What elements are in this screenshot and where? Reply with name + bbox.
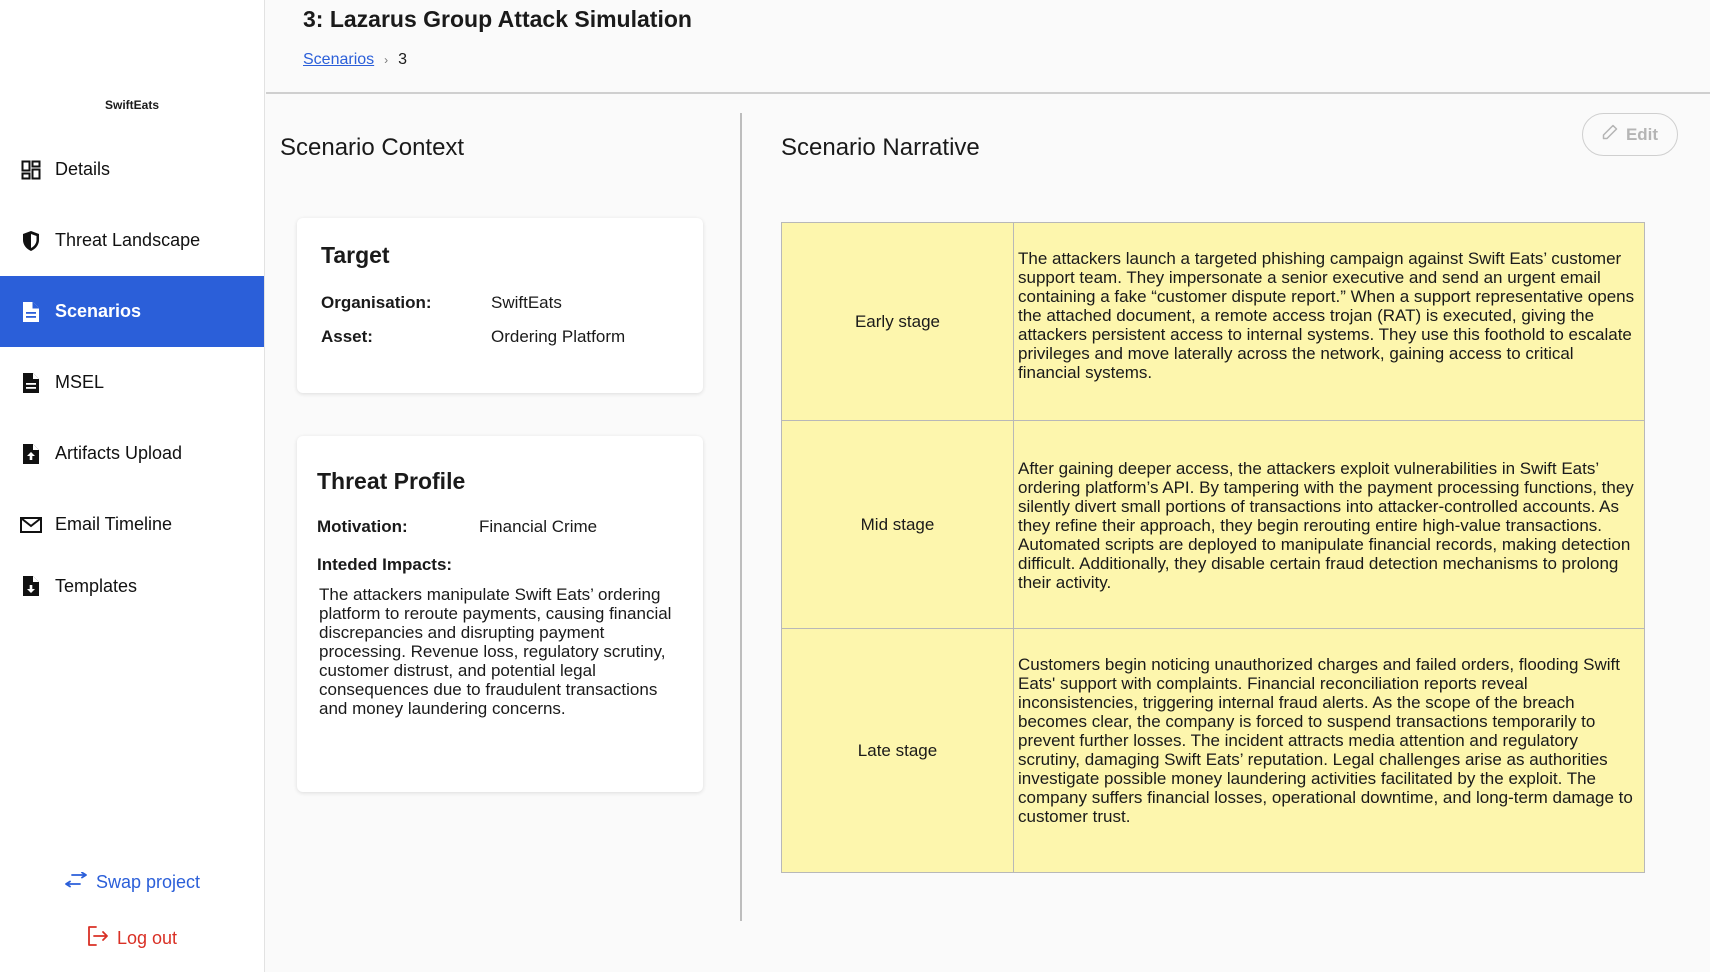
breadcrumb-current: 3 <box>398 51 408 68</box>
target-heading: Target <box>321 242 390 268</box>
table-row <box>782 421 1645 629</box>
sidebar-item-label: Threat Landscape <box>55 230 201 250</box>
stage-text: After gaining deeper access, the attackers exploit vulnerabilities in Swift Eats’ ordering platform’s API. By tampering with the payment processing functions, they silently divert small portions of transactions into attacker-controlled accounts. As they refine their approach, they begin rerouting entire high-value transactions. Automated scripts are deployed to manipulate financial records, making detection difficult. Additionally, they disable certain fraud detection mechanisms to prolong their activity. <box>1014 421 1645 629</box>
file-upload-icon <box>20 443 42 465</box>
shield-icon <box>20 230 42 252</box>
mail-icon <box>20 514 42 536</box>
sidebar-item-label: Email Timeline <box>55 514 173 534</box>
organisation-row <box>321 293 679 313</box>
asset-value: Ordering Platform <box>491 327 626 346</box>
table-row <box>782 629 1645 873</box>
sidebar-item-artifacts-upload[interactable] <box>0 418 264 489</box>
page-title: 3: Lazarus Group Attack Simulation <box>303 6 692 32</box>
stage-label: Early stage <box>782 223 1014 421</box>
motivation-value: Financial Crime <box>479 517 598 536</box>
breadcrumb <box>303 51 407 69</box>
sidebar-item-details[interactable] <box>0 134 264 205</box>
sidebar-item-label: MSEL <box>55 372 105 392</box>
logout-icon <box>87 926 109 951</box>
file-icon <box>20 372 42 394</box>
swap-project-label: Swap project <box>95 872 201 892</box>
narrative-table <box>781 222 1645 873</box>
asset-label: Asset: <box>321 327 373 346</box>
breadcrumb-separator-icon: › <box>384 53 389 67</box>
pencil-icon <box>1602 124 1618 145</box>
edit-label: Edit <box>1625 124 1659 144</box>
intended-impacts-label: Inteded Impacts: <box>317 555 453 574</box>
swap-project-button[interactable] <box>0 872 264 893</box>
table-row <box>782 223 1645 421</box>
motivation-label: Motivation: <box>317 517 408 536</box>
sidebar-item-email-timeline[interactable] <box>0 489 264 560</box>
sidebar-item-label: Artifacts Upload <box>55 443 183 463</box>
stage-label: Late stage <box>782 629 1014 873</box>
logout-button[interactable] <box>0 926 264 951</box>
breadcrumb-link-scenarios[interactable]: Scenarios <box>303 51 375 68</box>
threat-profile-card <box>297 436 703 792</box>
sidebar-item-templates[interactable] <box>0 560 264 612</box>
logout-label: Log out <box>116 928 178 948</box>
stage-text: The attackers launch a targeted phishing campaign against Swift Eats’ customer support team. They impersonate a senior executive and send an urgent email containing a fake “customer dispute report.” When a support representative opens the attached document, a remote access trojan (RAT) is executed, giving the attackers persistent access to internal systems. They use this foothold to escalate privileges and move laterally across the network, gaining access to critical financial systems. <box>1014 223 1645 421</box>
organisation-value: SwiftEats <box>491 293 562 312</box>
scenario-context-title: Scenario Context <box>280 134 465 161</box>
document-icon <box>20 301 42 323</box>
swap-arrows-icon <box>64 872 88 893</box>
sidebar-item-threat-landscape[interactable] <box>0 205 264 276</box>
column-divider <box>740 113 742 921</box>
brand-name: SwiftEats <box>104 98 159 112</box>
edit-button[interactable] <box>1582 113 1678 156</box>
target-card <box>297 218 703 393</box>
page-header <box>266 0 1710 94</box>
sidebar-item-label: Details <box>55 159 111 179</box>
sidebar-nav <box>0 134 264 612</box>
sidebar-item-msel[interactable] <box>0 347 264 418</box>
motivation-row <box>317 517 683 537</box>
sidebar <box>0 0 265 972</box>
stage-text: Customers begin noticing unauthorized charges and failed orders, flooding Swift Eats' support with complaints. Financial reconciliation reports reveal inconsistencies, triggering internal fraud alerts. As the scope of the breach becomes clear, the company is forced to suspend transactions temporarily to prevent further losses. The incident attracts media attention and regulatory scrutiny, damaging Swift Eats’ reputation. Legal challenges arise as authorities investigate possible money laundering activities facilitated by the exploit. The company suffers financial losses, operational downtime, and long-term damage to customer trust. <box>1014 629 1645 873</box>
threat-profile-heading: Threat Profile <box>317 468 466 494</box>
scenario-narrative-title: Scenario Narrative <box>781 134 980 161</box>
sidebar-item-scenarios[interactable] <box>0 276 264 347</box>
dashboard-icon <box>20 159 42 181</box>
asset-row <box>321 327 679 347</box>
sidebar-item-label: Templates <box>55 575 138 596</box>
sidebar-item-label: Scenarios <box>55 301 142 321</box>
organisation-label: Organisation: <box>321 293 432 312</box>
stage-label: Mid stage <box>782 421 1014 629</box>
intended-impacts-text: The attackers manipulate Swift Eats’ ordering platform to reroute payments, causing financial discrepancies and disrupting payment processing. Revenue loss, regulatory scrutiny, customer distrust, and potential legal consequences due to fraudulent transactions and money laundering concerns. <box>319 585 672 718</box>
file-download-icon <box>20 575 42 597</box>
